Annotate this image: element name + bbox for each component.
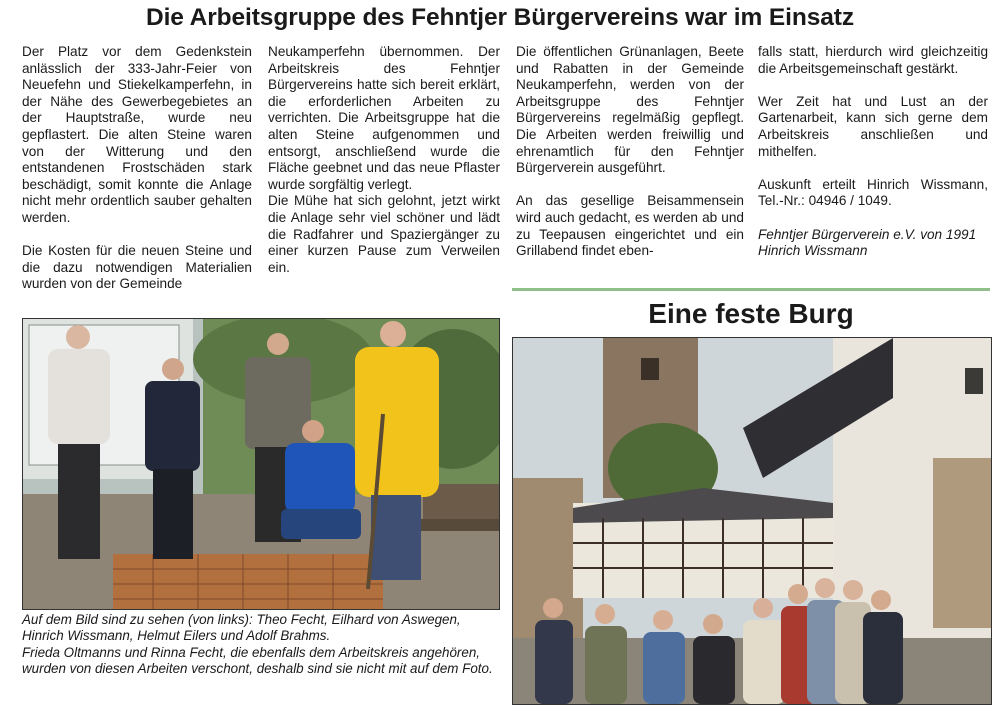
paragraph: Die Kosten für die neuen Steine und die dazu notwendigen Materialien wurden von der Gemeinde [22, 243, 252, 292]
signature-line: Hinrich Wissmann [758, 243, 868, 259]
text-column-2 [268, 44, 500, 276]
paragraph: Auskunft erteilt Hinrich Wissmann, Tel.-Nr.: 04946 / 1049. [758, 176, 988, 209]
caption-line: Auf dem Bild sind zu sehen (von links): Theo Fecht, Eilhard von Aswegen, Hinrich Wissmann, Helmut Eilers und Adolf Brahms. [22, 612, 461, 644]
signature [758, 227, 988, 260]
paragraph: falls statt, hierdurch wird gleichzeitig die Arbeitsgemeinschaft gestärkt. [758, 44, 988, 76]
text-column-3 [516, 44, 744, 260]
article2-headline: Eine feste Burg [648, 298, 854, 329]
paragraph: Der Platz vor dem Gedenkstein anlässlich der 333-Jahr-Feier von Neuefehn und Stiekelkamperfehn, in der Nähe des Gewerbegebietes an der Hauptstraße, wurde neu gepflastert. Die alten Steine waren von der Witterung und den entstandenen Frostschäden stark beschädigt, somit konnte die Anlage nicht mehr ordentlich sauber gehalten werden. [22, 44, 252, 225]
text-column-4 [758, 44, 988, 260]
text-column-1 [22, 44, 252, 293]
section-divider [512, 288, 990, 291]
castle-group-photo [512, 337, 992, 705]
paragraph: Die öffentlichen Grünanlagen, Beete und Rabatten in der Gemeinde Neukamperfehn, werden von der Arbeitsgruppe des Fehntjer Bürgervereins regelmäßig gepflegt. Die Arbeiten werden freiwillig und ehrenamtlich für den Fehntjer Bürgerverein ausgeführt. [516, 44, 744, 176]
paragraph: Die Mühe hat sich gelohnt, jetzt wirkt die Anlage sehr viel schöner und lädt die Radfahrer und Spaziergänger zu einer kurzen Pause zum Verweilen ein. [268, 193, 500, 275]
article-headline: Die Arbeitsgruppe des Fehntjer Bürgervereins war im Einsatz [146, 4, 854, 31]
paragraph: An das gesellige Beisammensein wird auch gedacht, es werden ab und zu Teepausen eingerichtet und ein Grillabend findet eben- [516, 193, 744, 259]
paragraph: Neukamperfehn übernommen. Der Arbeitskreis des Fehntjer Bürgervereins hatte sich bereit erklärt, die erforderlichen Arbeiten zu verrichten. Die Arbeitsgruppe hat die alten Steine aufgenommen und entsorgt, anschließend wurde die Fläche geebnet und das neue Pflaster wurde sorgfältig verlegt. [268, 44, 500, 192]
paragraph: Wer Zeit hat und Lust an der Gartenarbeit, kann sich gerne dem Arbeitskreis anschließen und mithelfen. [758, 93, 988, 159]
signature-line: Fehntjer Bürgerverein e.V. von 1991 [758, 226, 977, 242]
work-group-photo [22, 318, 500, 610]
caption-line: Frieda Oltmanns und Rinna Fecht, die ebenfalls dem Arbeitskreis angehören, wurden von diesen Arbeiten verschont, deshalb sind sie nicht mit auf dem Foto. [22, 644, 493, 677]
photo-caption [22, 612, 502, 678]
